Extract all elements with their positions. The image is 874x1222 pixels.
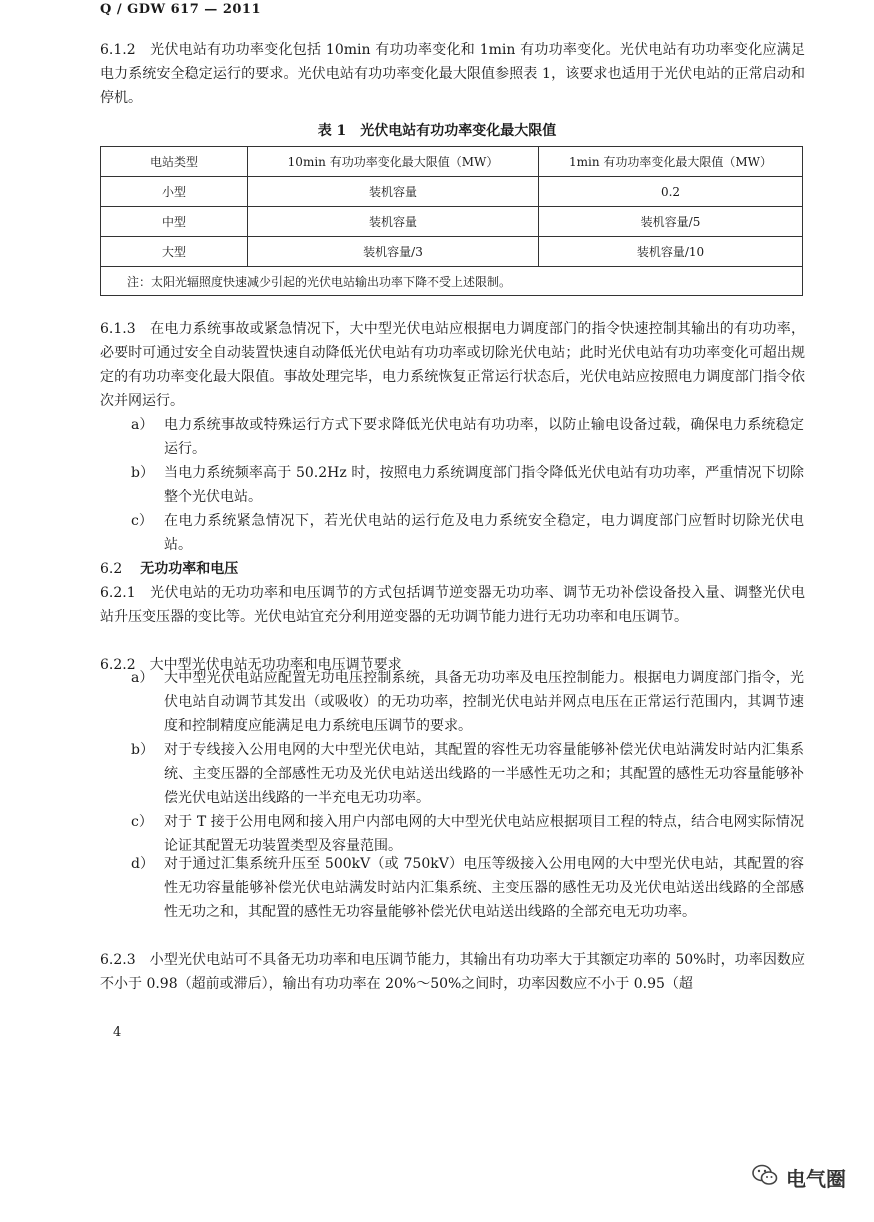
table-cell: 装机容量/10 xyxy=(539,237,803,267)
list-item-label: b） xyxy=(131,742,154,758)
wechat-icon xyxy=(752,1164,778,1191)
list-item: 大中型光伏电站应配置无功电压控制系统，具备无功功率及电压控制能力。根据电力调度部门指令，光伏电站自动调节其发出（或吸收）的无功功率，控制光伏电站并网点电压在正常运行范围内，其调节速度和控制精度应能满足电力系统电压调节的要求。 xyxy=(164,670,804,734)
list-item-label: c） xyxy=(131,814,153,830)
table-cell: 装机容量 xyxy=(248,177,539,207)
list-item-label: a） xyxy=(131,417,154,433)
document-header: Q / GDW 617 — 2011 xyxy=(100,2,261,17)
list-item-label: d） xyxy=(131,856,154,872)
list-item-label: b） xyxy=(131,465,154,481)
table-header-cell: 电站类型 xyxy=(101,147,248,177)
table-cell: 小型 xyxy=(101,177,248,207)
table-row xyxy=(101,207,803,237)
watermark xyxy=(752,1163,846,1192)
table-header-row xyxy=(101,147,803,177)
table-note-row xyxy=(101,267,803,296)
section-title: 无功功率和电压 xyxy=(140,561,239,577)
table-caption: 表 1 光伏电站有功功率变化最大限值 xyxy=(317,123,557,139)
clause-6-2-1: 6.2.1 光伏电站的无功功率和电压调节的方式包括调节逆变器无功功率、调节无功补偿设备投入量、调整光伏电站升压变压器的变比等。光伏电站宜充分利用逆变器的无功调节能力进行无功功率和电压调节。 xyxy=(100,585,805,625)
list-item: 电力系统事故或特殊运行方式下要求降低光伏电站有功功率，以防止输电设备过载，确保电力系统稳定运行。 xyxy=(164,417,804,457)
list-item: 在电力系统紧急情况下，若光伏电站的运行危及电力系统安全稳定，电力调度部门应暂时切除光伏电站。 xyxy=(164,513,804,553)
table-row xyxy=(101,237,803,267)
list-item: 对于专线接入公用电网的大中型光伏电站，其配置的容性无功容量能够补偿光伏电站满发时站内汇集系统、主变压器的全部感性无功及光伏电站送出线路的一半感性无功之和；其配置的感性无功容量能够补偿光伏电站送出线路的一半充电无功功率。 xyxy=(164,742,804,806)
list-item: 对于通过汇集系统升压至 500kV（或 750kV）电压等级接入公用电网的大中型光伏电站，其配置的容性无功容量能够补偿光伏电站满发时站内汇集系统、主变压器的感性无功及光伏电站送出线路的全部感性无功之和，其配置的感性无功容量能够补偿光伏电站送出线路的全部充电无功功率。 xyxy=(164,856,804,920)
clause-6-1-2: 6.1.2 光伏电站有功功率变化包括 10min 有功功率变化和 1min 有功功率变化。光伏电站有功功率变化应满足电力系统安全稳定运行的要求。光伏电站有功功率变化最大限值参照表 1，该要求也适用于光伏电站的正常启动和停机。 xyxy=(100,42,805,106)
list-item-label: c） xyxy=(131,513,153,529)
list-item: 对于 T 接于公用电网和接入用户内部电网的大中型光伏电站应根据项目工程的特点，结合电网实际情况论证其配置无功装置类型及容量范围。 xyxy=(164,814,804,854)
table-cell: 装机容量/3 xyxy=(248,237,539,267)
watermark-text: 电气圈 xyxy=(786,1167,846,1191)
clause-6-2-2: 6.2.2 大中型光伏电站无功功率和电压调节要求 xyxy=(100,657,402,673)
table-cell: 0.2 xyxy=(539,177,803,207)
table-cell: 装机容量 xyxy=(248,207,539,237)
section-heading-6-2 xyxy=(100,557,238,581)
power-change-limit-table xyxy=(100,146,803,296)
table-cell: 大型 xyxy=(101,237,248,267)
table-note: 注：太阳光辐照度快速减少引起的光伏电站输出功率下降不受上述限制。 xyxy=(101,267,803,296)
table-header-cell: 10min 有功功率变化最大限值（MW） xyxy=(248,147,539,177)
clause-6-2-3: 6.2.3 小型光伏电站可不具备无功功率和电压调节能力，其输出有功功率大于其额定功率的 50%时，功率因数应不小于 0.98（超前或滞后），输出有功功率在 20%～50%之间时，功率因数应不小于 0.95（超 xyxy=(100,952,805,992)
table-header-cell: 1min 有功功率变化最大限值（MW） xyxy=(539,147,803,177)
section-number: 6.2 xyxy=(100,561,123,577)
table-cell: 装机容量/5 xyxy=(539,207,803,237)
table-cell: 中型 xyxy=(101,207,248,237)
page-number: 4 xyxy=(113,1025,122,1040)
table-row xyxy=(101,177,803,207)
list-item: 当电力系统频率高于 50.2Hz 时，按照电力系统调度部门指令降低光伏电站有功功率，严重情况下切除整个光伏电站。 xyxy=(164,465,804,505)
clause-6-1-3: 6.1.3 在电力系统事故或紧急情况下，大中型光伏电站应根据电力调度部门的指令快速控制其输出的有功功率，必要时可通过安全自动装置快速自动降低光伏电站有功功率或切除光伏电站；此时光伏电站有功功率变化可超出规定的有功功率变化最大限值。事故处理完毕，电力系统恢复正常运行状态后，光伏电站应按照电力调度部门指令依次并网运行。 xyxy=(100,321,805,409)
list-item-label: a） xyxy=(131,670,154,686)
